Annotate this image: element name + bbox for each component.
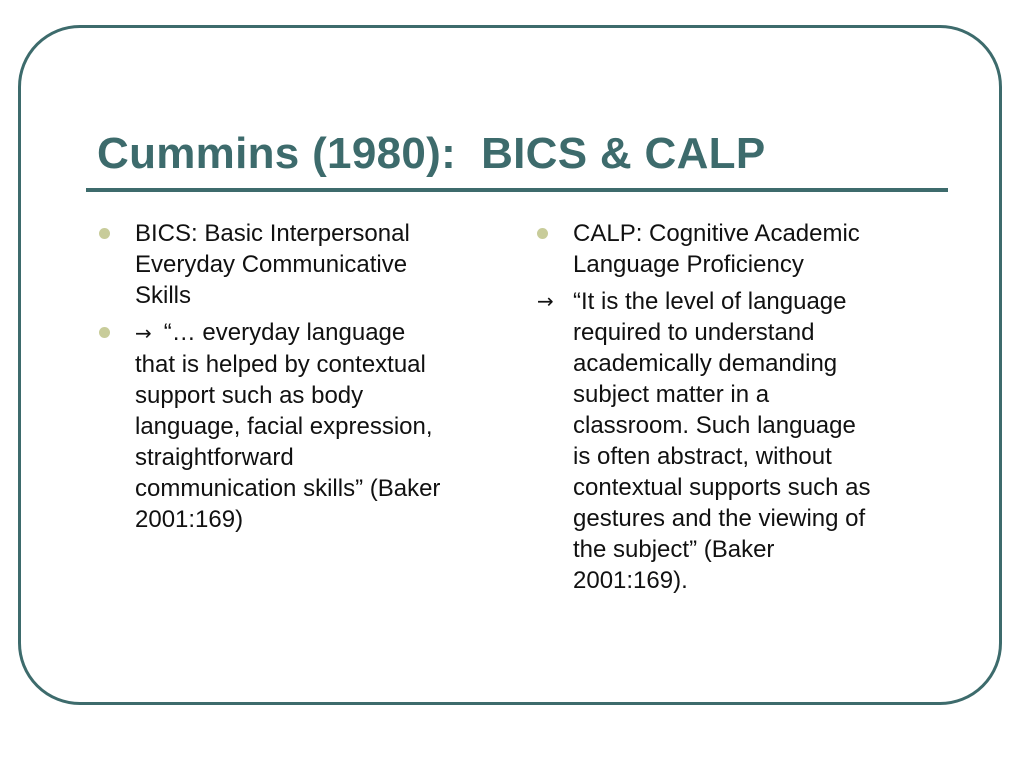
bullet-icon [537,228,548,239]
arrow-right-icon: → [537,289,554,313]
calp-quote-item [535,286,945,596]
title-underline [86,188,948,192]
bics-definition-text: BICS: Basic Interpersonal Everyday Communicative Skills [135,220,410,309]
slide-title: Cummins (1980): BICS & CALP [97,129,766,178]
calp-definition-item [535,218,945,280]
calp-definition-text: CALP: Cognitive Academic Language Proficiency [573,220,860,278]
bics-quote-text: “… everyday language that is helped by contextual support such as body language, facial expression, straightforward communication skills” (Baker 2001:169) [135,319,441,533]
left-column [97,218,497,541]
bullet-icon [99,228,110,239]
bics-definition-item [97,218,497,311]
bullet-icon [99,327,110,338]
calp-quote-text: “It is the level of language required to understand academically demanding subject matter in a classroom. Such language is often abstract, without contextual supports such as gestures and the viewing of the subject” (Baker 2001:169). [573,288,871,594]
arrow-right-icon: → [135,321,152,345]
bics-quote-item [97,317,497,535]
right-column [535,218,945,602]
